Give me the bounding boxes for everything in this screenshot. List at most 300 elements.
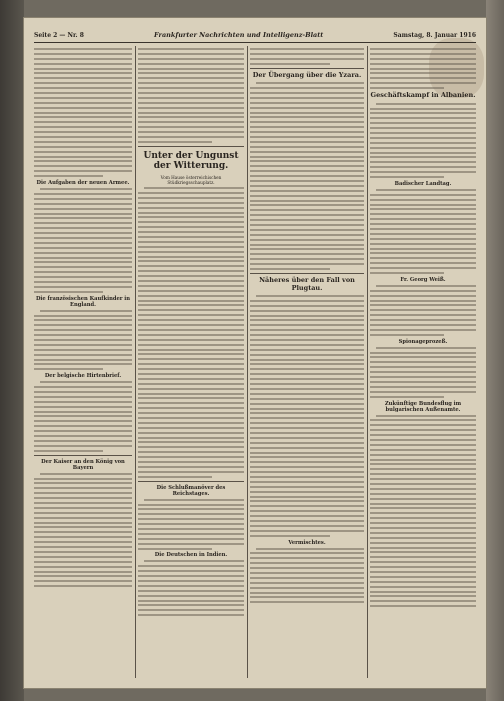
section-divider xyxy=(250,68,364,69)
text-line xyxy=(138,518,244,520)
article-headline: Geschäftskampf in Albanien. xyxy=(370,91,476,100)
text-line xyxy=(250,195,364,197)
text-line xyxy=(34,175,103,177)
text-line xyxy=(250,481,364,483)
text-line xyxy=(138,136,244,138)
text-line xyxy=(256,548,364,550)
text-line xyxy=(138,236,244,238)
newspaper-page xyxy=(24,18,486,688)
text-line xyxy=(250,530,364,532)
text-line xyxy=(34,556,132,558)
text-line xyxy=(250,349,364,351)
text-line xyxy=(138,358,244,360)
text-line xyxy=(370,161,476,163)
text-line xyxy=(370,381,476,383)
text-line xyxy=(250,363,364,365)
text-line xyxy=(250,437,364,439)
text-line xyxy=(34,368,103,370)
text-line xyxy=(250,339,364,341)
text-line xyxy=(138,92,244,94)
text-line xyxy=(34,227,132,229)
text-line xyxy=(370,542,476,544)
text-line xyxy=(34,48,132,50)
text-line xyxy=(370,444,476,446)
text-line xyxy=(138,192,244,194)
text-line xyxy=(250,258,364,260)
text-line xyxy=(138,112,244,114)
text-line xyxy=(138,513,244,515)
page-header xyxy=(34,28,476,43)
text-line xyxy=(250,156,364,158)
text-line xyxy=(250,344,364,346)
text-line xyxy=(370,262,476,264)
text-line xyxy=(138,427,244,429)
text-line xyxy=(370,419,476,421)
text-line xyxy=(370,112,476,114)
text-line xyxy=(34,315,132,317)
text-line xyxy=(376,103,476,105)
text-line xyxy=(250,334,364,336)
text-line xyxy=(250,461,364,463)
article-heading: Die Aufgaben der neuen Armee. xyxy=(36,180,130,187)
text-line xyxy=(250,466,364,468)
text-line xyxy=(34,349,132,351)
text-line xyxy=(370,334,444,336)
text-line xyxy=(34,487,132,489)
text-line xyxy=(34,580,132,582)
text-line xyxy=(34,536,132,538)
text-line xyxy=(138,476,212,478)
text-line xyxy=(34,492,132,494)
text-line xyxy=(34,121,132,123)
text-line xyxy=(250,442,364,444)
text-line xyxy=(138,309,244,311)
article-heading: Die französischen Kaufkinder in England. xyxy=(35,295,131,308)
text-line xyxy=(138,575,244,577)
text-line xyxy=(370,257,476,259)
text-line xyxy=(138,600,244,602)
text-line xyxy=(138,393,244,395)
text-line xyxy=(138,504,244,506)
column-2 xyxy=(138,46,244,678)
text-line xyxy=(138,231,244,233)
text-line xyxy=(256,295,364,297)
text-line xyxy=(40,381,132,383)
text-line xyxy=(370,551,476,553)
text-line xyxy=(370,498,476,500)
text-line xyxy=(34,526,132,528)
text-line xyxy=(250,224,364,226)
text-line xyxy=(250,131,364,133)
text-line xyxy=(34,541,132,543)
text-line xyxy=(370,314,476,316)
text-line xyxy=(34,522,132,524)
text-line xyxy=(34,271,132,273)
text-line xyxy=(34,136,132,138)
text-line xyxy=(250,427,364,429)
text-line xyxy=(370,72,476,74)
text-line xyxy=(370,176,444,178)
text-line xyxy=(250,552,364,554)
text-line xyxy=(34,450,103,452)
text-line xyxy=(370,512,476,514)
section-divider xyxy=(138,481,244,482)
text-line xyxy=(370,194,476,196)
text-line xyxy=(138,304,244,306)
text-line xyxy=(138,319,244,321)
text-line xyxy=(256,82,364,84)
text-line xyxy=(138,614,244,616)
text-line xyxy=(370,391,476,393)
text-line xyxy=(250,58,364,60)
text-line xyxy=(370,463,476,465)
text-line xyxy=(370,77,476,79)
text-line xyxy=(370,449,476,451)
text-line xyxy=(370,488,476,490)
text-line xyxy=(138,334,244,336)
text-line xyxy=(250,572,364,574)
text-line xyxy=(250,234,364,236)
text-line xyxy=(370,361,476,363)
text-line xyxy=(250,200,364,202)
text-line xyxy=(34,497,132,499)
text-line xyxy=(34,415,132,417)
text-line xyxy=(250,219,364,221)
text-line xyxy=(138,251,244,253)
text-line xyxy=(34,359,132,361)
text-line xyxy=(34,391,132,393)
text-line xyxy=(250,587,364,589)
text-line xyxy=(138,446,244,448)
article-subheading: Vom Hause österreichischen Stüdkriegsschauplatz. xyxy=(160,174,222,186)
text-line xyxy=(34,126,132,128)
text-line xyxy=(250,268,330,270)
text-line xyxy=(250,229,364,231)
text-line xyxy=(34,92,132,94)
text-line xyxy=(250,170,364,172)
text-line xyxy=(138,422,244,424)
text-line xyxy=(34,551,132,553)
column-1 xyxy=(34,46,132,678)
text-line xyxy=(370,591,476,593)
text-line xyxy=(34,425,132,427)
section-divider xyxy=(250,273,364,274)
text-line xyxy=(250,329,364,331)
text-line xyxy=(370,152,476,154)
text-line xyxy=(138,609,244,611)
text-line xyxy=(34,276,132,278)
article-heading: Spionageprozeß. xyxy=(398,338,448,345)
text-line xyxy=(250,263,364,265)
text-line xyxy=(34,344,132,346)
text-line xyxy=(250,452,364,454)
text-line xyxy=(370,547,476,549)
text-line xyxy=(34,401,132,403)
text-line xyxy=(138,290,244,292)
text-line xyxy=(34,339,132,341)
text-line xyxy=(250,520,364,522)
text-line xyxy=(138,197,244,199)
article-headline: Unter der Ungunst der Witterung. xyxy=(143,150,239,171)
text-line xyxy=(34,329,132,331)
article-heading: Vermischtes. xyxy=(288,539,326,546)
text-line xyxy=(370,356,476,358)
text-line xyxy=(250,505,364,507)
text-line xyxy=(138,441,244,443)
text-line xyxy=(370,295,476,297)
text-line xyxy=(138,412,244,414)
text-line xyxy=(250,388,364,390)
text-line xyxy=(250,562,364,564)
text-line xyxy=(250,112,364,114)
text-line xyxy=(250,592,364,594)
article-heading: Die Deutschen in Indien. xyxy=(154,552,228,559)
text-line xyxy=(34,141,132,143)
text-line xyxy=(370,267,476,269)
text-line xyxy=(34,502,132,504)
text-line xyxy=(370,566,476,568)
text-line xyxy=(250,136,364,138)
text-line xyxy=(138,226,244,228)
text-line xyxy=(250,116,364,118)
text-line xyxy=(34,131,132,133)
text-line xyxy=(370,243,476,245)
text-line xyxy=(138,295,244,297)
text-line xyxy=(138,368,244,370)
text-line xyxy=(34,566,132,568)
text-line xyxy=(250,310,364,312)
text-line xyxy=(370,468,476,470)
text-line xyxy=(138,221,244,223)
text-line xyxy=(250,102,364,104)
text-line xyxy=(34,198,132,200)
text-line xyxy=(138,121,244,123)
text-line xyxy=(370,424,476,426)
text-line xyxy=(370,556,476,558)
text-line xyxy=(250,471,364,473)
text-line xyxy=(34,203,132,205)
text-line xyxy=(34,247,132,249)
text-line xyxy=(376,189,476,191)
text-line xyxy=(34,87,132,89)
text-line xyxy=(34,242,132,244)
text-line xyxy=(138,256,244,258)
text-line xyxy=(34,68,132,70)
text-line xyxy=(370,132,476,134)
text-line xyxy=(34,291,103,293)
text-line xyxy=(34,531,132,533)
text-line xyxy=(34,440,132,442)
text-line xyxy=(138,528,244,530)
text-line xyxy=(370,507,476,509)
text-line xyxy=(138,116,244,118)
text-line xyxy=(250,209,364,211)
text-line xyxy=(40,473,132,475)
text-line xyxy=(138,48,244,50)
text-line xyxy=(138,72,244,74)
text-line xyxy=(370,48,476,50)
text-line xyxy=(370,208,476,210)
text-line xyxy=(34,571,132,573)
text-line xyxy=(34,217,132,219)
text-line xyxy=(144,560,244,562)
text-line xyxy=(370,376,476,378)
text-line xyxy=(138,388,244,390)
text-line xyxy=(250,324,364,326)
text-line xyxy=(138,344,244,346)
text-line xyxy=(250,393,364,395)
text-line xyxy=(250,146,364,148)
text-line xyxy=(370,53,476,55)
text-line xyxy=(34,482,132,484)
text-line xyxy=(138,82,244,84)
text-line xyxy=(370,595,476,597)
text-line xyxy=(34,160,132,162)
text-line xyxy=(370,454,476,456)
text-line xyxy=(250,486,364,488)
text-line xyxy=(34,319,132,321)
text-line xyxy=(376,285,476,287)
text-line xyxy=(34,252,132,254)
text-line xyxy=(370,218,476,220)
text-line xyxy=(250,601,364,603)
text-line xyxy=(370,108,476,110)
text-line xyxy=(138,417,244,419)
text-line xyxy=(250,126,364,128)
text-line xyxy=(250,496,364,498)
text-line xyxy=(34,208,132,210)
text-line xyxy=(138,270,244,272)
text-line xyxy=(34,561,132,563)
text-line xyxy=(34,386,132,388)
text-line xyxy=(250,596,364,598)
text-line xyxy=(34,97,132,99)
text-line xyxy=(250,53,364,55)
text-line xyxy=(370,537,476,539)
text-line xyxy=(250,422,364,424)
text-line xyxy=(34,257,132,259)
text-line xyxy=(370,137,476,139)
column-rule xyxy=(247,46,248,678)
text-line xyxy=(250,151,364,153)
text-line xyxy=(250,373,364,375)
text-line xyxy=(370,366,476,368)
text-line xyxy=(370,493,476,495)
text-line xyxy=(370,386,476,388)
text-line xyxy=(138,402,244,404)
text-line xyxy=(250,244,364,246)
text-line xyxy=(138,508,244,510)
text-line xyxy=(250,354,364,356)
text-line xyxy=(138,275,244,277)
text-line xyxy=(34,58,132,60)
text-line xyxy=(250,48,364,50)
text-line xyxy=(138,216,244,218)
text-line xyxy=(250,368,364,370)
article-heading: Badischer Landtag. xyxy=(394,180,452,187)
text-line xyxy=(370,68,476,70)
text-line xyxy=(370,87,444,89)
header-page-number: Seite 2 — Nr. 8 xyxy=(34,31,84,39)
text-line xyxy=(138,363,244,365)
text-line xyxy=(34,193,132,195)
text-line xyxy=(250,160,364,162)
text-line xyxy=(138,97,244,99)
text-line xyxy=(370,82,476,84)
text-line xyxy=(138,102,244,104)
text-line xyxy=(138,207,244,209)
text-line xyxy=(34,266,132,268)
text-line xyxy=(138,432,244,434)
text-line xyxy=(376,415,476,417)
text-line xyxy=(34,354,132,356)
text-line xyxy=(250,141,364,143)
text-line xyxy=(370,63,476,65)
text-line xyxy=(138,349,244,351)
text-line xyxy=(250,92,364,94)
text-line xyxy=(138,397,244,399)
text-line xyxy=(250,557,364,559)
text-line xyxy=(376,347,476,349)
text-line xyxy=(250,525,364,527)
text-line xyxy=(40,310,132,312)
text-line xyxy=(250,214,364,216)
text-line xyxy=(138,280,244,282)
text-line xyxy=(370,304,476,306)
column-rule xyxy=(135,46,136,678)
text-line xyxy=(138,548,212,550)
article-heading: Der belgische Hirtenbrief. xyxy=(44,373,122,380)
column-rule xyxy=(367,46,368,678)
text-line xyxy=(138,604,244,606)
text-line xyxy=(34,435,132,437)
text-line xyxy=(250,175,364,177)
text-line xyxy=(370,576,476,578)
text-line xyxy=(40,188,132,190)
text-line xyxy=(250,378,364,380)
text-line xyxy=(138,339,244,341)
text-line xyxy=(138,383,244,385)
text-line xyxy=(138,373,244,375)
text-line xyxy=(34,286,132,288)
text-line xyxy=(34,146,132,148)
text-line xyxy=(370,532,476,534)
text-line xyxy=(138,314,244,316)
text-line xyxy=(34,116,132,118)
text-line xyxy=(250,567,364,569)
text-line xyxy=(250,107,364,109)
text-line xyxy=(34,112,132,114)
text-line xyxy=(34,261,132,263)
text-line xyxy=(370,319,476,321)
text-line xyxy=(34,222,132,224)
text-line xyxy=(138,265,244,267)
text-line xyxy=(34,77,132,79)
text-line xyxy=(370,272,444,274)
text-line xyxy=(250,383,364,385)
text-line xyxy=(370,605,476,607)
text-line xyxy=(34,363,132,365)
text-line xyxy=(370,522,476,524)
text-line xyxy=(138,324,244,326)
text-line xyxy=(138,461,244,463)
text-line xyxy=(370,459,476,461)
text-line xyxy=(250,204,364,206)
text-line xyxy=(138,141,212,143)
article-headline: Näheres über den Fall von Plugtau. xyxy=(259,276,355,292)
text-line xyxy=(250,510,364,512)
text-line xyxy=(34,170,132,172)
